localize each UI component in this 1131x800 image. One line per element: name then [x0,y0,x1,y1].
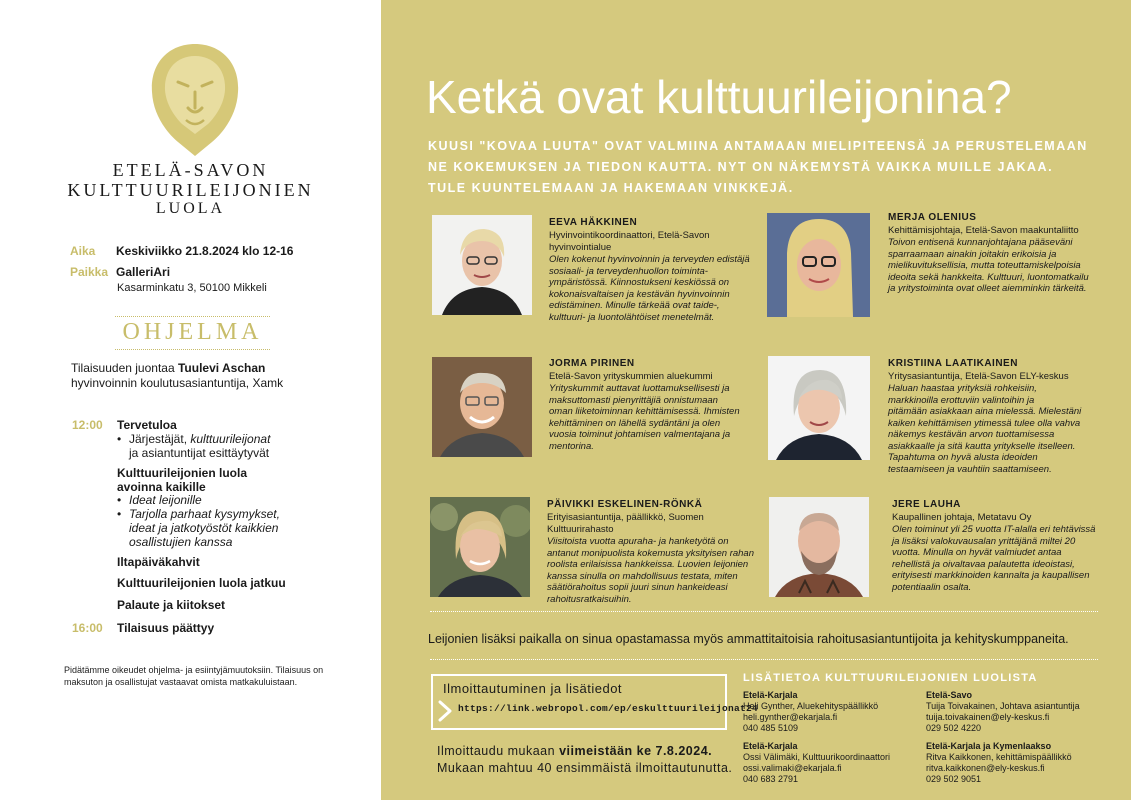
person-name-paivikki: PÄIVIKKI ESKELINEN-RÖNKÄ [547,499,703,510]
person-desc-paivikki: Viisitoista vuotta apuraha- ja hanketyötä on antanut monipuolista kokemusta yksityisen rahan roolista erilaisissa hankkeissa. Luovien leijonien kanssa sinulla on mahdollisuus testata, miten säätiörahoitus sopii juuri sinun hankeideasi rahoitusratkaisuihin. [547,536,755,605]
person-desc-eeva: Olen kokenut hyvinvoinnin ja terveyden edistäjä sosiaali- ja terveydenhuollon toiminta- ympäristössä. Kiinnostukseni keskiössä on kokonaisvaltaisen ja kestävän hyvinvoinnin edistäminen. Minulle tärkeää ovat taide-, kulttuuri- ja luontolähtöiset menetelmät. [549,254,750,323]
registration-title: Ilmoittautuminen ja lisätiedot [443,681,623,696]
cave-bullets [117,493,280,549]
paikka-value: GalleriAri [116,265,171,279]
host-title: hyvinvoinnin koulutusasiantuntija, Xamk [71,376,284,390]
person-role-jere: Kaupallinen johtaja, Metatavu Oy [892,512,1032,523]
time-start: 12:00 [72,418,103,432]
program-item-cave-continues: Kulttuurileijonien luola jatkuu [117,576,286,590]
person-role-eeva: Hyvinvointikoordinaattori, Etelä-Savon hyvinvointialue [549,230,710,253]
aika-value: Keskiviikko 21.8.2024 klo 12-16 [116,244,294,258]
contact-kymenlaakso: Etelä-Karjala ja Kymenlaakso Ritva Kaikkonen, kehittämispäällikkö ritva.kaikkonen@ely-keskus.fi 029 502 9051 [926,741,1072,784]
portrait-eeva [432,215,532,315]
left-panel [0,0,381,800]
person-name-eeva: EEVA HÄKKINEN [549,217,638,228]
person-name-jorma: JORMA PIRINEN [549,358,635,369]
paikka-label: Paikka [70,265,109,279]
person-desc-jorma: Yrityskummit auttavat luottamuksellisesti ja maksuttomasti pienyrittäjiä onnistumaan oman liiketoiminnan kehittämisessä. Ihmisten kehittäminen on lähellä sydäntäni ja olen vuosia toiminut johtamisen valmentajana ja mentorina. [549,383,740,452]
person-role-jorma: Etelä-Savon yrityskummien aluekummi [549,371,713,382]
aika-label: Aika [70,244,96,258]
contact-ekarjala-2: Etelä-Karjala Ossi Välimäki, Kulttuurikoordinaattori ossi.valimaki@ekarjala.fi 040 683 2791 [743,741,891,784]
list-item: • Järjestäjät, kulttuurileijonat ja asiantuntijat esittäytyvät [117,432,270,460]
program-item-feedback: Palaute ja kiitokset [117,598,226,612]
divider-bottom [430,659,1098,660]
brand-line-1: ETELÄ-SAVON [112,160,269,180]
portrait-paivikki [430,497,530,597]
event-address: Kasarminkatu 3, 50100 Mikkeli [117,282,267,294]
welcome-bullets [117,432,270,460]
portrait-merja [767,213,870,317]
person-role-paivikki: Erityisasiantuntija, päällikkö, Suomen Kulttuurirahasto [547,512,704,535]
advisors-note: Leijonien lisäksi paikalla on sinua opastamassa myös ammattitaitoisia rahoitusasiantuntijoita ja kehityskumppaneita. [428,632,1069,646]
divider-top [430,611,1098,612]
host-name: Tuulevi Aschan [177,361,266,375]
ohjelma-divider-bottom [115,349,270,350]
person-name-jere: JERE LAUHA [892,499,961,510]
program-item-welcome: Tervetuloa [117,418,177,432]
person-desc-kristiina: Haluan haastaa yrityksiä rohkeisiin, markkinoilla erottuviin valintoihin ja pitämään asiakkaan aina mielessä. Mielestäni kaiken kehittämisen ytimessä tulee olla vahva näkemys kestävän arvon tuottamisessa asiakkaalle ja sitä kautta yritykselle itselleen. Tapahtuma on hyvä alusta ideoiden testaamiseen ja vauhtiin saattamiseen. [888,383,1082,475]
headline: Ketkä ovat kulttuurileijonina? [426,71,1012,123]
person-name-merja: MERJA OLENIUS [888,212,977,223]
list-item: • Ideat leijonille [117,493,280,507]
event-time-row [70,244,293,258]
ohjelma-divider-top [115,316,270,317]
person-role-kristiina: Yritysasiantuntija, Etelä-Savon ELY-keskus [888,371,1069,382]
person-desc-jere: Olen toiminut yli 25 vuotta IT-alalla eri tehtävissä ja lisäksi valokuvausalan yrittäjänä miltei 20 vuotta. Minulla on hyvät valmiudet antaa rehellistä ja oivaltavaa palautetta ideoistasi, erityisesti markkinoiden kannalta ja kaupallisen potentiaalin osalta. [892,524,1096,593]
program-item-end: Tilaisuus päättyy [117,621,215,635]
person-desc-merja: Toivon entisenä kunnanjohtajana pääseväni sparraamaan ainakin joitakin erikoisia ja mielikuvituksellisia, mutta toteuttamiskelpoisia ideoita sekä hankkeita. Kulttuuri, luontomatkailu ja yritystoiminta ovat olleet aiemminkin tärkeitä. [888,237,1089,294]
host-info [71,361,283,391]
person-name-kristiina: KRISTIINA LAATIKAINEN [888,358,1018,369]
registration-deadline: Ilmoittaudu mukaan viimeistään ke 7.8.2024. Mukaan mahtuu 40 ensimmäistä ilmoittautunutta. [437,744,733,775]
more-info-title: LISÄTIETOA KULTTUURILEIJONIEN LUOLISTA [743,672,1038,684]
portrait-kristiina [768,356,870,460]
brand-line-2: KULTTUURILEIJONIEN [67,180,314,200]
host-prefix: Tilaisuuden juontaa [71,361,178,375]
subheadline: KUUSI "KOVAA LUUTA" OVAT VALMIINA ANTAMAAN MIELIPITEENSÄ JA PERUSTELEMAAN NE KOKEMUKSEN JA TIEDON KAUTTA. NYT ON NÄKEMYSTÄ VAIKKA MUILLE JAKAA. TULE KUUNTELEMAAN JA HAKEMAAN VINKKEJÄ. [428,139,1088,195]
brand-line-3: LUOLA [155,200,226,217]
portrait-jere [769,497,869,597]
person-role-merja: Kehittämisjohtaja, Etelä-Savon maakuntaliitto [888,225,1079,236]
registration-link[interactable]: https://link.webropol.com/ep/eskulttuurileijonat24 [458,703,759,714]
portrait-jorma [432,357,532,457]
program-item-cave-open: Kulttuurileijonien luola avoinna kaikille [117,466,247,494]
lion-logo [148,42,242,158]
list-item: • Tarjolla parhaat kysymykset, ideat ja jatkotyöstöt kaikkien osallistujien kanssa [117,507,280,549]
disclaimer: Pidätämme oikeudet ohjelma- ja esiintyjämuutoksiin. Tilaisuus on maksuton ja osallistujat vastaavat omista matkakuluistaan. [64,665,324,687]
contact-ekarjala-1: Etelä-Karjala Heli Gynther, Aluekehityspäällikkö heli.gynther@ekarjala.fi 040 485 5109 [743,690,879,733]
ohjelma-heading: OHJELMA [122,319,263,345]
event-place-row [70,265,170,279]
time-end: 16:00 [72,621,103,635]
chevron-right-icon [437,700,453,722]
program-item-coffee: Iltapäiväkahvit [117,555,200,569]
contact-esavo: Etelä-Savo Tuija Toivakainen, Johtava asiantuntija tuija.toivakainen@ely-keskus.fi 029 502 4220 [926,690,1080,733]
